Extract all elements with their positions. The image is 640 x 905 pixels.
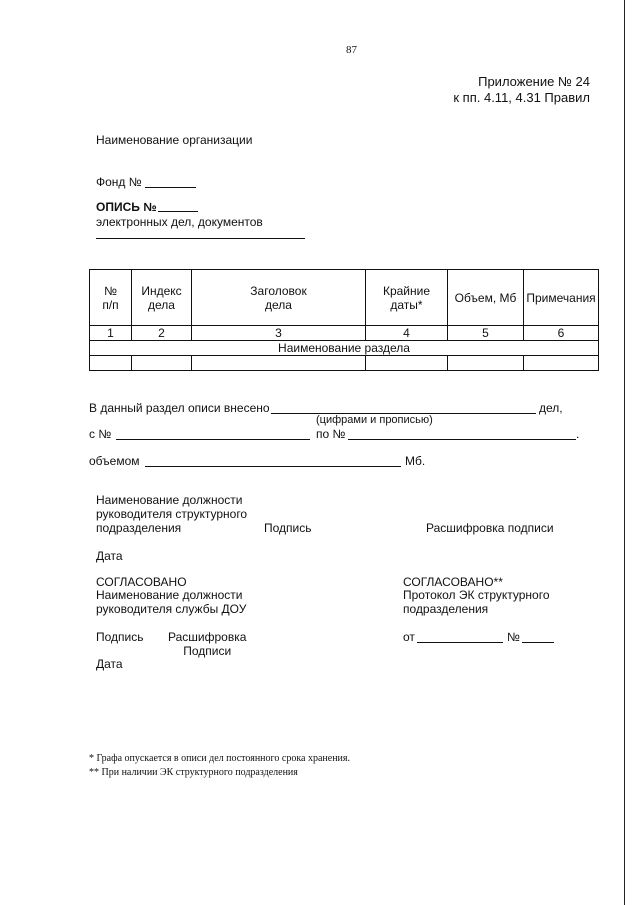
approval-left-decoding: Расшифровка Подписи: [168, 630, 247, 658]
header-volume: Объем, Мб: [448, 270, 524, 326]
approval-right-date-line: [417, 642, 503, 643]
units-label: дел,: [539, 401, 563, 415]
approval-right-title: СОГЛАСОВАНО**: [403, 575, 503, 589]
to-number-label: по №: [316, 427, 346, 441]
to-number-end: .: [576, 427, 580, 441]
empty-cell: [448, 356, 524, 371]
footnote-1: * Графа опускается в описи дел постоянного срока хранения.: [89, 753, 351, 764]
approval-left-position: Наименование должности руководителя службы ДОУ: [96, 588, 247, 616]
header-number: № п/п: [90, 270, 132, 326]
opis-title: ОПИСЬ №: [96, 200, 157, 214]
approval-right-from: от: [403, 630, 415, 644]
to-number-line: [348, 439, 576, 440]
scan-edge-line: [624, 0, 625, 905]
volume-label: объемом: [89, 454, 140, 468]
appendix-line-2: к пп. 4.11, 4.31 Правил: [453, 90, 590, 105]
included-label: В данный раздел описи внесено: [89, 401, 270, 415]
header-notes: Примечания: [524, 270, 599, 326]
column-number-6: 6: [524, 326, 599, 341]
approval-left-date: Дата: [96, 657, 123, 671]
header-dates: Крайние даты*: [366, 270, 448, 326]
empty-cell: [90, 356, 132, 371]
fond-number-line: [145, 187, 196, 188]
head-position-label: Наименование должности руководителя структурного подразделения: [96, 493, 248, 535]
head-signature-label: Подпись: [264, 521, 312, 535]
opis-subtitle: электронных дел, документов: [96, 215, 263, 229]
organization-name-label: Наименование организации: [96, 133, 253, 147]
table-empty-row: [90, 356, 599, 371]
empty-cell: [192, 356, 366, 371]
from-number-label: с №: [89, 427, 112, 441]
appendix-line-1: Приложение № 24: [478, 74, 590, 89]
from-number-line: [116, 439, 310, 440]
column-number-5: 5: [448, 326, 524, 341]
approval-right-number-line: [522, 642, 554, 643]
volume-line: [145, 466, 401, 467]
volume-unit: Мб.: [405, 454, 426, 468]
header-title: Заголовок дела: [192, 270, 366, 326]
empty-cell: [366, 356, 448, 371]
section-name-cell: Наименование раздела: [90, 341, 599, 356]
inventory-table: [89, 269, 599, 371]
column-number-1: 1: [90, 326, 132, 341]
approval-right-number: №: [507, 630, 520, 644]
header-index: Индекс дела: [132, 270, 192, 326]
head-signature-decoding-label: Расшифровка подписи: [426, 521, 554, 535]
approval-left-signature: Подпись: [96, 630, 144, 644]
column-number-4: 4: [366, 326, 448, 341]
table-header-row: [90, 270, 599, 326]
column-number-2: 2: [132, 326, 192, 341]
approval-right-protocol: Протокол ЭК структурного подразделения: [403, 588, 550, 616]
column-number-3: 3: [192, 326, 366, 341]
footnote-2: ** При наличии ЭК структурного подразделения: [89, 767, 298, 778]
table-number-row: [90, 326, 599, 341]
table-section-row: [90, 341, 599, 356]
count-hint: (цифрами и прописью): [316, 414, 433, 426]
empty-cell: [524, 356, 599, 371]
opis-subtitle-line: [96, 238, 305, 239]
page-number: 87: [346, 44, 357, 56]
opis-number-line: [158, 211, 198, 212]
head-date-label: Дата: [96, 549, 123, 563]
fond-label: Фонд №: [96, 175, 142, 189]
approval-left-title: СОГЛАСОВАНО: [96, 575, 187, 589]
empty-cell: [132, 356, 192, 371]
